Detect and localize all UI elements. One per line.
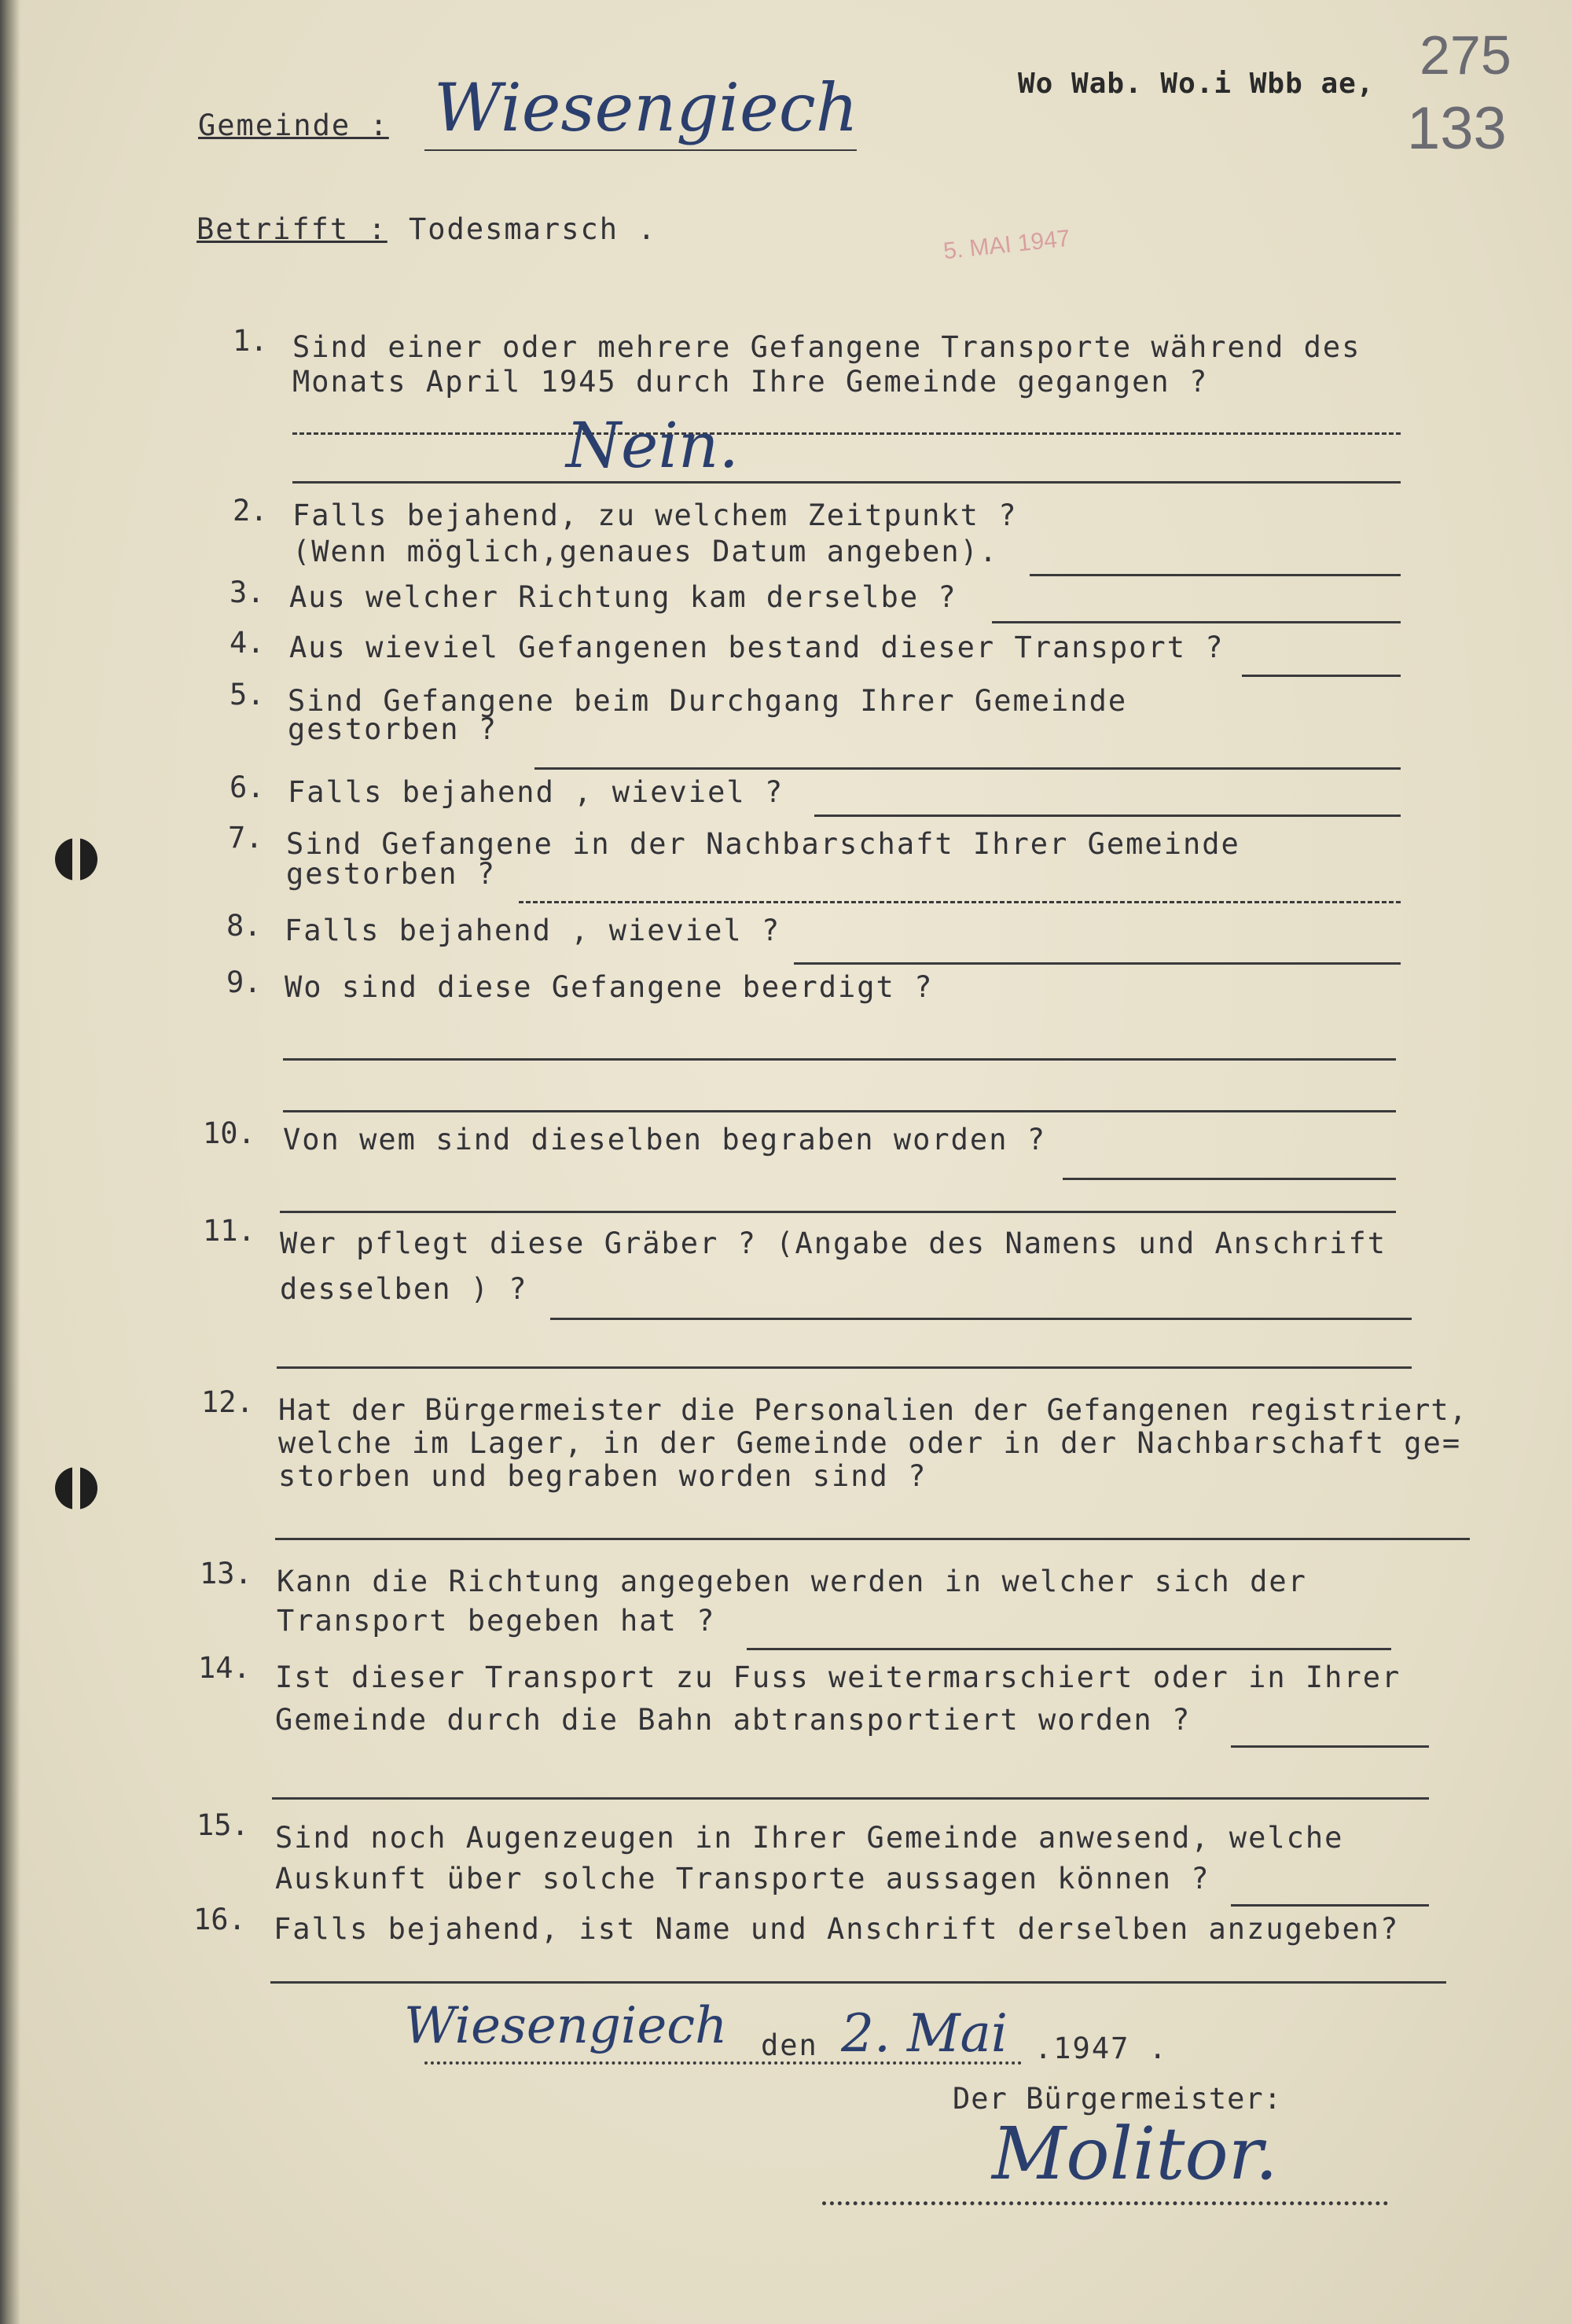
question-text-line: Aus welcher Richtung kam derselbe ? — [289, 580, 957, 614]
question-text-line: Kann die Richtung angegeben werden in welcher sich der — [277, 1565, 1307, 1598]
answer-line — [292, 481, 1401, 484]
question-text-line: Sind Gefangene in der Nachbarschaft Ihrer Gemeinde — [286, 827, 1240, 861]
answer-line — [992, 621, 1401, 623]
question-text-line: Transport begeben hat ? — [277, 1604, 716, 1638]
answer-line — [1231, 1904, 1429, 1907]
archive-number-top: 275 — [1420, 24, 1511, 86]
answer-handwritten-q1: Nein. — [566, 409, 739, 482]
question-number: 4. — [230, 626, 265, 660]
answer-line — [550, 1318, 1412, 1320]
mayor-signature: Molitor. — [992, 2112, 1278, 2196]
answer-line — [1030, 574, 1401, 576]
punch-hole-lower — [55, 1467, 97, 1509]
answer-line — [1063, 1178, 1396, 1180]
answer-line — [794, 962, 1401, 965]
header-redacted-text: Wo Wab. Wo.i Wbb ae, — [1018, 68, 1375, 100]
gemeinde-label: Gemeinde : — [198, 108, 389, 142]
question-number: 13. — [200, 1557, 252, 1590]
question-text-line: Falls bejahend , wieviel ? — [285, 914, 781, 947]
question-text-line: Auskunft über solche Transporte aussagen können ? — [275, 1862, 1210, 1896]
answer-line — [1242, 675, 1401, 677]
question-text-line: Wo sind diese Gefangene beerdigt ? — [285, 970, 934, 1004]
betrifft-value: Todesmarsch . — [409, 212, 657, 246]
question-text-line: storben und begraben worden sind ? — [278, 1459, 927, 1493]
betrifft-label: Betrifft : — [196, 212, 387, 246]
question-text-line: Aus wieviel Gefangenen bestand dieser Transport ? — [289, 631, 1225, 664]
answer-line — [270, 1981, 1446, 1984]
date-dotted-line — [424, 2061, 1022, 2065]
question-number: 5. — [230, 678, 265, 712]
question-number: 1. — [233, 324, 268, 358]
question-text-line: Falls bejahend , wieviel ? — [288, 775, 784, 809]
question-text-line: Sind Gefangene beim Durchgang Ihrer Gemeinde — [288, 684, 1128, 718]
scan-left-edge — [0, 0, 20, 2324]
year-text: .1947 . — [1034, 2032, 1168, 2065]
question-text-line: gestorben ? — [288, 712, 498, 746]
answer-line — [277, 1366, 1412, 1369]
question-text-line: Wer pflegt diese Gräber ? (Angabe des Namens und Anschrift — [280, 1226, 1387, 1260]
signature-dotted-line — [822, 2201, 1388, 2205]
question-number: 6. — [230, 770, 265, 804]
gemeinde-handwritten: Wiesengiech — [434, 69, 858, 146]
question-number: 15. — [196, 1808, 249, 1842]
question-text-line: Ist dieser Transport zu Fuss weitermarschiert oder in Ihrer — [275, 1660, 1401, 1694]
question-text-line: desselben ) ? — [280, 1272, 528, 1306]
mayor-label: Der Bürgermeister: — [953, 2082, 1282, 2116]
question-number: 9. — [226, 965, 262, 999]
answer-line — [272, 1797, 1429, 1800]
answer-line — [280, 1211, 1396, 1213]
date-handwritten: 2. Mai — [841, 2003, 1008, 2064]
question-number: 7. — [228, 821, 263, 855]
received-date-stamp: 5. MAI 1947 — [942, 225, 1071, 265]
question-number: 16. — [193, 1903, 246, 1936]
answer-line — [1231, 1745, 1429, 1748]
question-number: 2. — [233, 494, 268, 528]
question-text-line: Monats April 1945 durch Ihre Gemeinde gegangen ? — [292, 365, 1209, 399]
gemeinde-underline — [424, 149, 857, 151]
answer-line — [534, 767, 1401, 770]
question-number: 14. — [198, 1651, 251, 1685]
question-text-line: Gemeinde durch die Bahn abtransportiert worden ? — [275, 1703, 1192, 1737]
question-text-line: Falls bejahend, zu welchem Zeitpunkt ? — [292, 498, 1018, 532]
answer-line — [519, 901, 1401, 903]
answer-line — [283, 1110, 1396, 1112]
answer-line — [814, 815, 1401, 817]
question-text-line: Sind noch Augenzeugen in Ihrer Gemeinde anwesend, welche — [275, 1821, 1344, 1855]
question-number: 3. — [230, 575, 265, 609]
question-text-line: (Wenn möglich,genaues Datum angeben). — [292, 535, 999, 568]
punch-hole-upper — [55, 838, 97, 881]
question-text-line: gestorben ? — [286, 857, 497, 891]
answer-line — [283, 1058, 1396, 1061]
question-number: 10. — [203, 1116, 255, 1150]
answer-line — [275, 1538, 1470, 1540]
question-text-line: Falls bejahend, ist Name und Anschrift derselben anzugeben? — [274, 1912, 1400, 1946]
answer-line — [292, 432, 1401, 435]
question-text-line: Hat der Bürgermeister die Personalien der Gefangenen registriert, — [278, 1393, 1467, 1427]
question-number: 12. — [201, 1385, 254, 1419]
archive-number-bottom: 133 — [1407, 95, 1507, 162]
question-text-line: welche im Lager, in der Gemeinde oder in der Nachbarschaft ge= — [278, 1426, 1462, 1460]
question-text-line: Sind einer oder mehrere Gefangene Transporte während des — [292, 330, 1361, 364]
question-number: 8. — [226, 909, 262, 943]
answer-line — [747, 1648, 1391, 1650]
question-text-line: Von wem sind dieselben begraben worden ? — [283, 1123, 1047, 1156]
place-handwritten: Wiesengiech — [404, 1997, 728, 2055]
question-number: 11. — [203, 1214, 255, 1248]
den-label: den — [761, 2028, 818, 2062]
